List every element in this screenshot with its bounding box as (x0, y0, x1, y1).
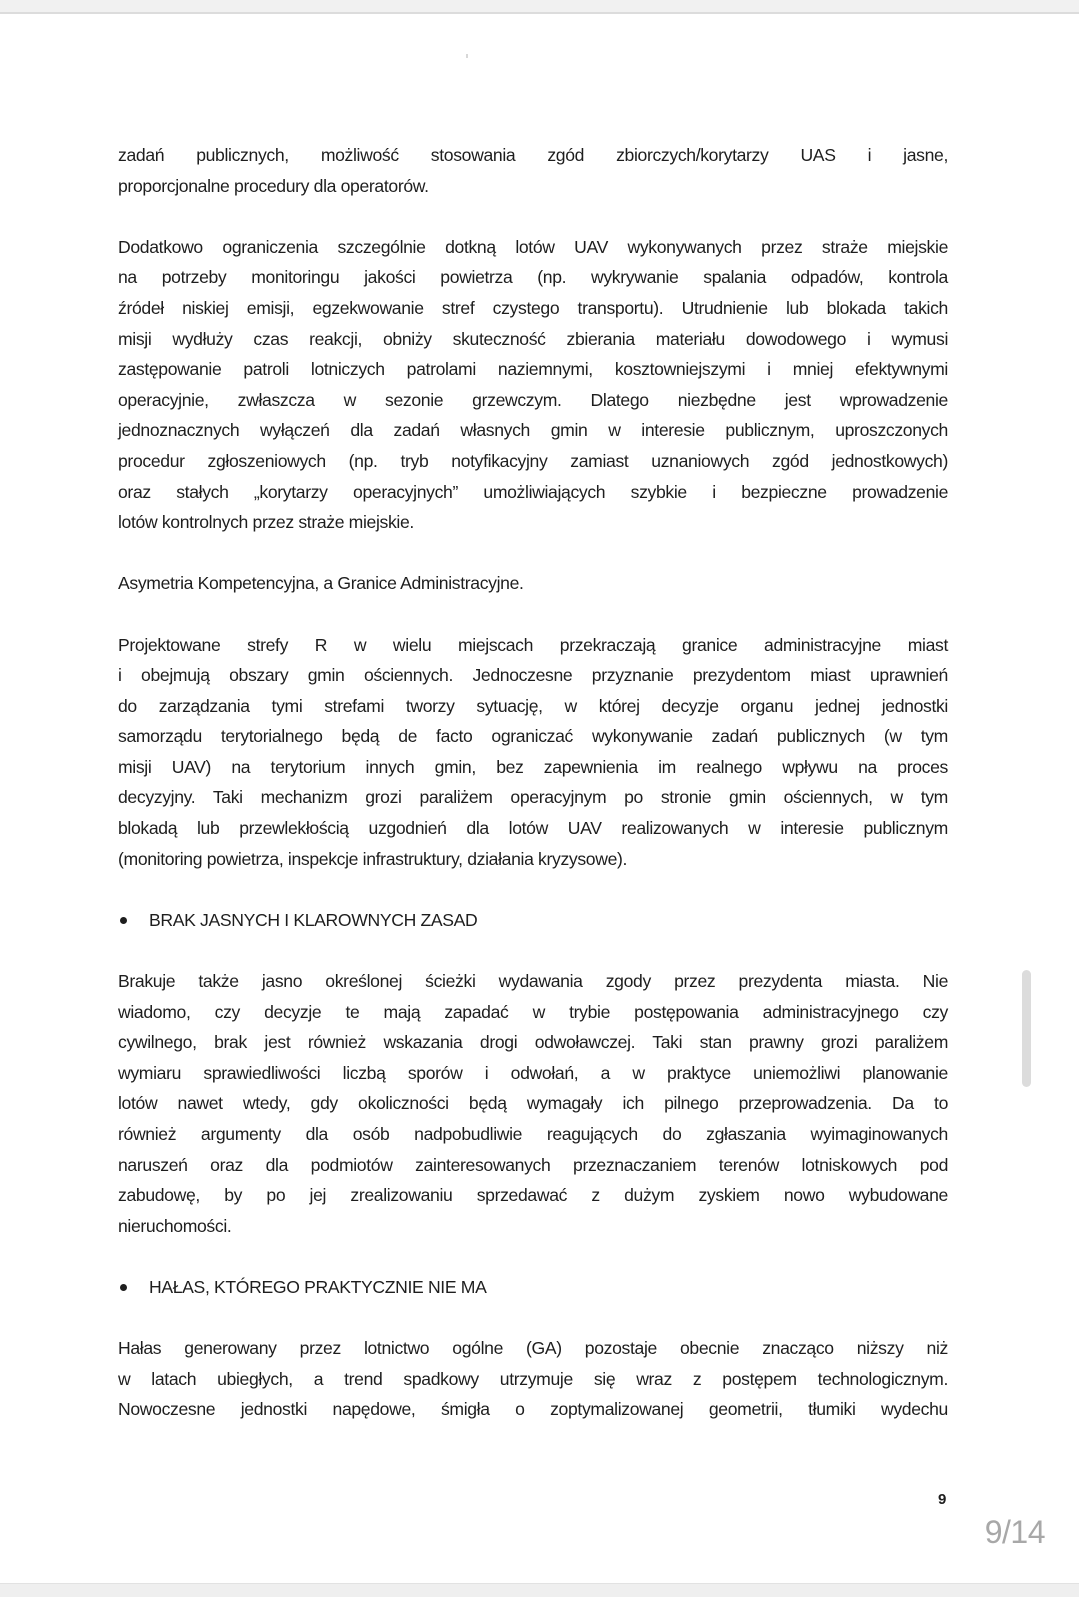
page-number: 9 (938, 1491, 947, 1508)
text-line: zastępowanie patroli lotniczych patrolami naziemnymi, kosztowniejszymi i mniej efektywnymi (118, 359, 948, 380)
text-line: wymiaru sprawiedliwości liczbą sporów i odwołań, a w praktyce uniemożliwi planowanie (118, 1062, 948, 1083)
paragraph-administrative-boundaries (118, 630, 948, 875)
text-line: samorządu terytorialnego będą de facto ograniczać wykonywanie zadań publicznych (w tym (118, 726, 948, 747)
text-line: i obejmują obszary gmin ościennych. Jednoczesne przyznanie prezydentom miast uprawnień (118, 665, 948, 686)
scrollbar-thumb[interactable] (1022, 970, 1031, 1087)
text-line: misji UAV) na terytorium innych gmin, bez zapewnienia im realnego wpływu na proces (118, 756, 948, 777)
paragraph-unclear-rules (118, 966, 948, 1241)
text-line: jednoznacznych wyłączeń dla zadań własnych gmin w interesie publicznym, uproszczonych (118, 420, 948, 441)
text-line: naruszeń oraz dla podmiotów zainteresowanych przeznaczaniem terenów lotniskowych pod (118, 1154, 948, 1175)
text-line: wiadomo, czy decyzje te mają zapadać w trybie postępowania administracyjnego czy (118, 1001, 948, 1022)
text-line: Dodatkowo ograniczenia szczególnie dotkną lotów UAV wykonywanych przez straże miejskie (118, 236, 948, 257)
text-line: zabudowę, by po jej zrealizowaniu sprzedawać z dużym zyskiem nowo wybudowane (118, 1185, 948, 1206)
document-page (0, 14, 1079, 1583)
text-line: Hałas generowany przez lotnictwo ogólne (GA) pozostaje obecnie znacząco niższy niż (118, 1338, 948, 1359)
section-heading: Asymetria Kompetencyjna, a Granice Administracyjne. (118, 573, 524, 594)
viewer-top-bar (0, 0, 1079, 14)
text-line: procedur zgłoszeniowych (np. tryb notyfikacyjny zamiast uznaniowych zgód jednostkowych) (118, 450, 948, 471)
text-line: oraz stałych „korytarzy operacyjnych” umożliwiających szybkie i bezpieczne prowadzenie (118, 481, 948, 502)
text-line: Projektowane strefy R w wielu miejscach przekraczają granice administracyjne miast (118, 634, 948, 655)
viewer-bottom-bar (0, 1583, 1079, 1597)
text-line: lotów kontrolnych przez straże miejskie. (118, 512, 414, 533)
text-line: źródeł niskiej emisji, egzekwowanie stref czystego transportu). Utrudnienie lub blokada takich (118, 297, 948, 318)
text-line: proporcjonalne procedury dla operatorów. (118, 175, 429, 196)
bullet-heading-noise (118, 1272, 948, 1303)
page-mark (466, 54, 468, 58)
paragraph-noise (118, 1333, 948, 1425)
text-line: również argumenty dla osób nadpobudliwie reagujących do zgłaszania wyimaginowanych (118, 1124, 948, 1144)
text-line: (monitoring powietrza, inspekcje infrastruktury, działania kryzysowe). (118, 848, 628, 869)
text-line: blokadą lub przewlekłością uzgodnień dla lotów UAV realizowanych w interesie publicznym (118, 818, 948, 839)
bullet-heading-text: HAŁAS, KTÓREGO PRAKTYCZNIE NIE MA (149, 1276, 487, 1297)
bullet-heading-text: BRAK JASNYCH I KLAROWNYCH ZASAD (149, 909, 478, 930)
text-line: do zarządzania tymi strefami tworzy sytuację, w której decyzje organu jednej jednostki (118, 695, 948, 716)
text-line: Brakuje także jasno określonej ścieżki wydawania zgody przez prezydenta miasta. Nie (118, 971, 948, 992)
bullet-heading-unclear-rules (118, 905, 948, 936)
text-line: operacyjnie, zwłaszcza w sezonie grzewczym. Dlatego niezbędne jest wprowadzenie (118, 389, 948, 410)
text-line: decyzyjny. Taki mechanizm grozi paraliżem operacyjnym po stronie gmin ościennych, w tym (118, 787, 948, 808)
text-line: na potrzeby monitoringu jakości powietrza (np. wykrywanie spalania odpadów, kontrola (118, 267, 948, 288)
page-content (118, 140, 948, 1456)
bullet-icon (120, 917, 127, 924)
text-line: zadań publicznych, możliwość stosowania zgód zbiorczych/korytarzy UAS i jasne, (118, 145, 948, 165)
bullet-icon (120, 1284, 127, 1291)
text-line: lotów nawet wtedy, gdy okoliczności będą wymagały ich pilnego przeprowadzenia. Da to (118, 1093, 948, 1114)
text-line: cywilnego, brak jest również wskazania drogi odwoławczej. Taki stan prawny grozi paraliżem (118, 1032, 948, 1053)
text-line: w latach ubiegłych, a trend spadkowy utrzymuje się wraz z postępem technologicznym. (118, 1368, 948, 1389)
text-line: misji wydłuży czas reakcji, obniży skuteczność zbierania materiału dowodowego i wymusi (118, 328, 948, 349)
text-line: nieruchomości. (118, 1215, 232, 1236)
paragraph-uav-restrictions (118, 232, 948, 538)
text-line: Nowoczesne jednostki napędowe, śmigła o zoptymalizowanej geometrii, tłumiki wydechu (118, 1399, 948, 1420)
paragraph-continued (118, 140, 948, 201)
page-counter: 9/14 (984, 1514, 1045, 1550)
